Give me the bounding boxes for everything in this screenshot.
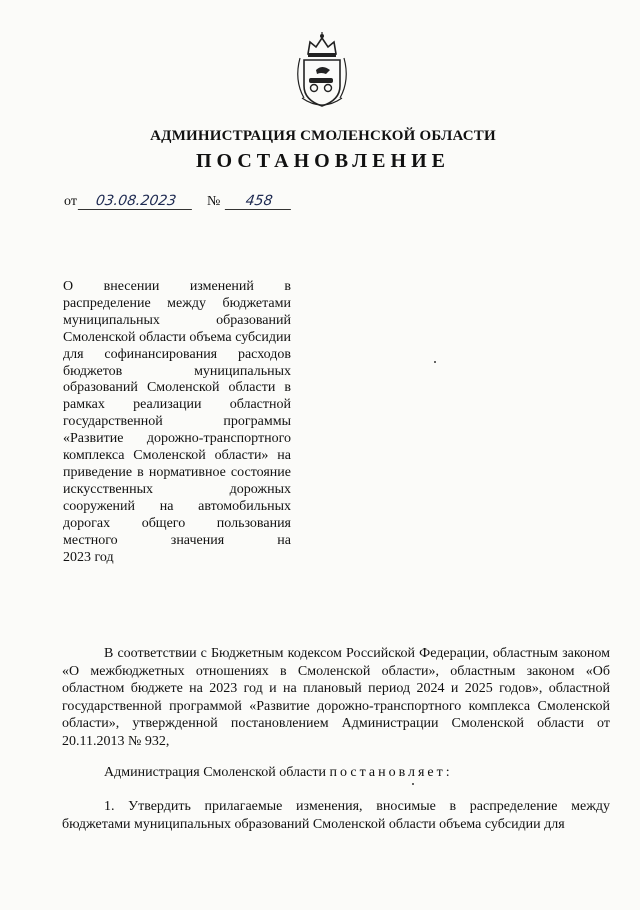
scan-speck (412, 783, 414, 785)
smolensk-coat-of-arms-icon (290, 30, 354, 110)
subject-text: О внесении изменений в распределение между бюджетами муниципальных образований Смоленской области объема субсидии для софинансирования расходов бюджетов муниципальных образований Смоленской области в рамках реализации областной государственной программы «Развитие дорожно-транспортного комплекса Смоленской области» на приведение в нормативное состояние искусственных дорожных сооружений на автомобильных дорогах общего пользования местного значения на (63, 279, 291, 548)
document-subject (63, 279, 291, 566)
document-type-title: ПОСТАНОВЛЕНИЕ (196, 150, 450, 172)
preamble-paragraph: В соответствии с Бюджетным кодексом Российской Федерации, областным законом «О межбюджетных отношениях в Смоленской области», областным законом «Об областном бюджете на 2023 год и на плановый период 2024 и 2025 годов», областной государственной программой «Развитие дорожно-транспортного комплекса Смоленской области», утвержденной постановлением Администрации Смоленской области от 20.11.2013 № 932, (62, 646, 610, 749)
clause-1-paragraph: 1. Утвердить прилагаемые изменения, вносимые в распределение между бюджетами муниципальных образований Смоленской области объема субсидии для (62, 799, 610, 832)
subject-text-end: 2023 год (63, 549, 114, 565)
date-number-line (64, 186, 292, 210)
resolution-verb: постановляет: (329, 765, 453, 780)
organization-title: АДМИНИСТРАЦИЯ СМОЛЕНСКОЙ ОБЛАСТИ (150, 128, 496, 144)
number-handwritten: 458 (225, 193, 293, 210)
date-from-label: от (64, 194, 77, 209)
number-label: № (206, 194, 221, 209)
date-handwritten: 03.08.2023 (78, 193, 194, 210)
scan-speck (434, 361, 436, 363)
resolution-line (62, 764, 610, 782)
resolution-subject: Администрация Смоленской области (104, 765, 327, 780)
